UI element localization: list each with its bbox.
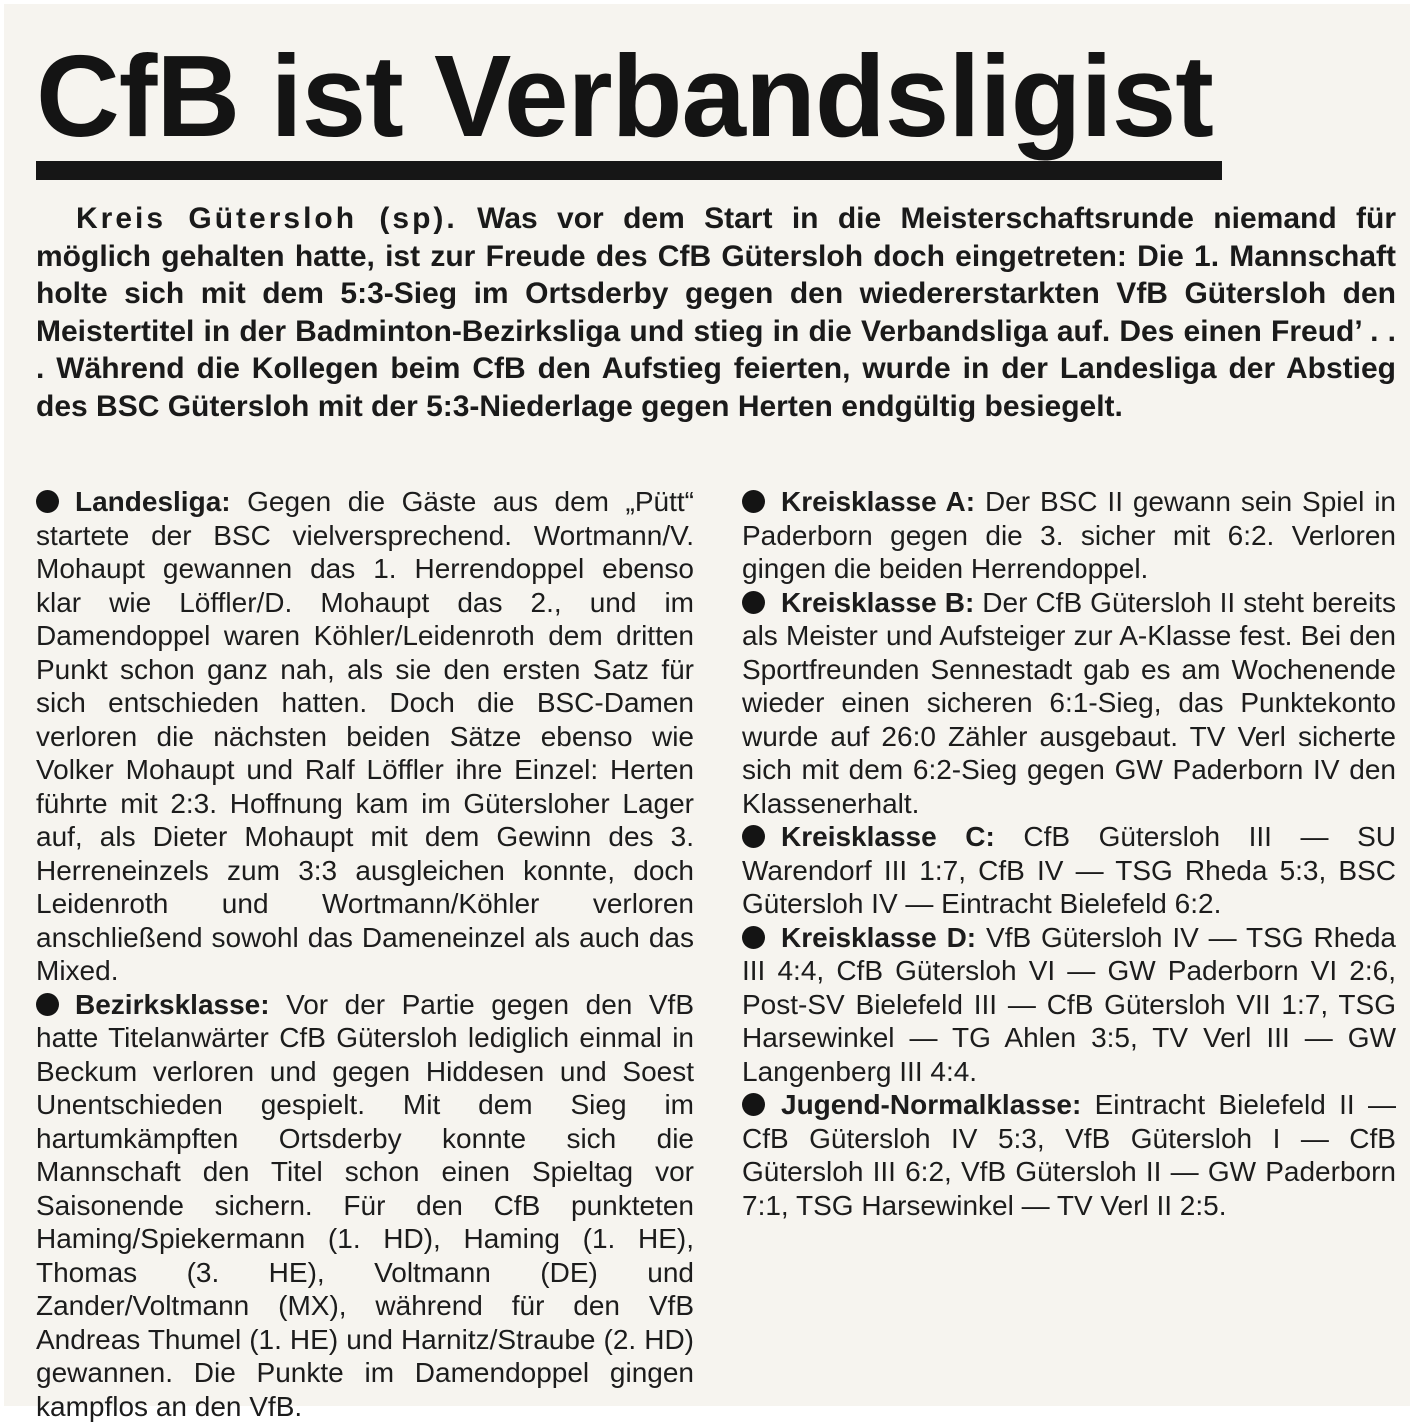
- bullet-icon: [742, 825, 765, 848]
- section-kreisklasse-d: [742, 921, 1396, 1089]
- bullet-icon: [742, 1093, 765, 1116]
- bullet-icon: [36, 993, 59, 1016]
- bullet-icon: [36, 490, 59, 513]
- section-landesliga: [36, 485, 694, 988]
- section-text: VfB Gütersloh IV — TSG Rheda III 4:4, CfB Gütersloh VI — GW Paderborn VI 2:6, Post-SV Bielefeld III — CfB Gütersloh VII 1:7, TSG Harsewinkel — TG Ahlen 3:5, TV Verl III — GW Langenberg III 4:4.: [742, 922, 1396, 1087]
- section-kreisklasse-c: [742, 820, 1396, 921]
- section-text: Vor der Partie gegen den VfB hatte Titelanwärter CfB Gütersloh lediglich einmal in Beckum verloren und gegen Hiddesen und Soest Unentschieden gespielt. Mit dem Sieg im hartumkämpften Ortsderby konnte sich die Mannschaft den Titel schon einen Spieltag vor Saisonende sichern. Für den CfB punkteten Haming/Spiekermann (1. HD), Haming (1. HE), Thomas (3. HE), Voltmann (DE) und Zander/Voltmann (MX), während für den VfB Andreas Thumel (1. HE) und Harnitz/Straube (2. HD) gewannen. Die Punkte im Damendoppel gingen kampflos an den VfB.: [36, 989, 694, 1422]
- section-jugend-normalklasse: [742, 1088, 1396, 1222]
- section-kreisklasse-b: [742, 586, 1396, 821]
- section-heading: Bezirksklasse:: [75, 989, 270, 1020]
- lead-text: Was vor dem Start in die Meisterschaftsrunde niemand für möglich gehalten hatte, ist zur Freude des CfB Gütersloh doch eingetreten: Die 1. Mannschaft holte sich mit dem 5:3-Sieg im Ortsderby gegen den wiedererstarkten VfB Gütersloh den Meistertitel in der Badminton-Bezirksliga und stieg in die Verbandsliga auf. Des einen Freud’ . . . Während die Kollegen beim CfB den Aufstieg feierten, wurde in der Landesliga der Abstieg des BSC Gütersloh mit der 5:3-Niederlage gegen Herten endgültig besiegelt.: [36, 202, 1396, 423]
- dateline: Kreis Gütersloh (sp).: [76, 202, 458, 235]
- section-text: Eintracht Bielefeld II — CfB Gütersloh IV 5:3, VfB Gütersloh I — CfB Gütersloh III 6:2, VfB Gütersloh II — GW Paderborn 7:1, TSG Harsewinkel — TV Verl II 2:5.: [742, 1089, 1396, 1221]
- section-text: Gegen die Gäste aus dem „Pütt“ startete der BSC vielversprechend. Wortmann/V. Mohaupt gewannen das 1. Herrendoppel ebenso klar wie Löffler/D. Mohaupt das 2., und im Damendoppel waren Köhler/Leidenroth dem dritten Punkt schon ganz nah, als sie den ersten Satz für sich entschieden hatten. Doch die BSC-Damen verloren die nächsten beiden Sätze ebenso wie Volker Mohaupt und Ralf Löffler ihre Einzel: Herten führte mit 2:3. Hoffnung kam im Gütersloher Lager auf, als Dieter Mohaupt mit dem Gewinn des 3. Herreneinzels zum 3:3 ausgleichen konnte, doch Leidenroth und Wortmann/Köhler verloren anschließend sowohl das Dameneinzel als auch das Mixed.: [36, 486, 694, 986]
- newspaper-clipping: [4, 4, 1410, 1406]
- bullet-icon: [742, 591, 765, 614]
- headline-rule: [36, 161, 1222, 180]
- bullet-icon: [742, 926, 765, 949]
- section-heading: Kreisklasse B:: [781, 587, 974, 618]
- headline: CfB ist Verbandsligist: [36, 26, 1213, 166]
- section-bezirksklasse: [36, 988, 694, 1423]
- section-heading: Landesliga:: [75, 486, 231, 517]
- section-heading: Kreisklasse A:: [781, 486, 975, 517]
- column-left: [36, 485, 694, 1423]
- section-heading: Jugend-Normalklasse:: [781, 1089, 1081, 1120]
- section-text: CfB Gütersloh III — SU Warendorf III 1:7, CfB IV — TSG Rheda 5:3, BSC Gütersloh IV — Eintracht Bielefeld 6:2.: [742, 821, 1396, 919]
- bullet-icon: [742, 490, 765, 513]
- section-kreisklasse-a: [742, 485, 1396, 586]
- lead-paragraph: [36, 200, 1396, 426]
- section-text: Der CfB Gütersloh II steht bereits als Meister und Aufsteiger zur A-Klasse fest. Bei den Sportfreunden Sennestadt gab es am Wochenende wieder einen sicheren 6:1-Sieg, das Punktekonto wurde auf 26:0 Zähler ausgebaut. TV Verl sicherte sich mit dem 6:2-Sieg gegen GW Paderborn IV den Klassenerhalt.: [742, 587, 1396, 819]
- section-heading: Kreisklasse C:: [781, 821, 995, 852]
- section-heading: Kreisklasse D:: [781, 922, 976, 953]
- column-right: [742, 485, 1396, 1222]
- section-text: Der BSC II gewann sein Spiel in Paderborn gegen die 3. sicher mit 6:2. Verloren gingen die beiden Herrendoppel.: [742, 486, 1396, 584]
